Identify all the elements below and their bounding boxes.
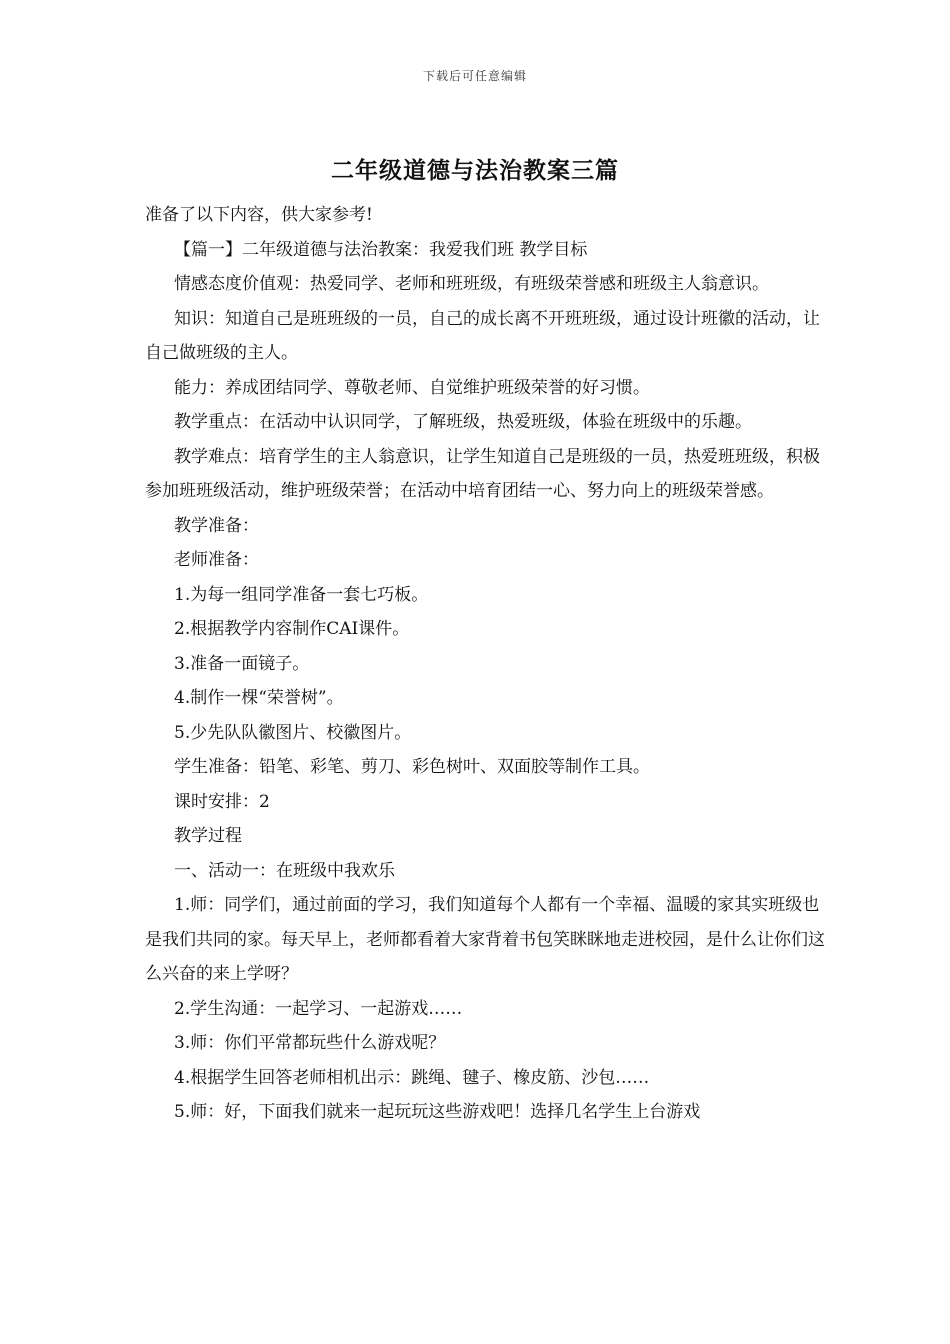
document-body [145, 198, 825, 1130]
paragraph: 3.准备一面镜子。 [174, 653, 310, 674]
paragraph: 教学准备： [174, 515, 259, 536]
header-note: 下载后可任意编辑 [422, 69, 527, 83]
paragraph: 情感态度价值观：热爱同学、老师和班班级，有班级荣誉感和班级主人翁意识。 [174, 274, 769, 294]
document-title: 二年级道德与法治教案三篇 [331, 157, 619, 184]
paragraph: 课时安排：2 [174, 791, 270, 812]
paragraph: 4.根据学生回答老师相机出示：跳绳、毽子、橡皮筋、沙包…… [174, 1067, 650, 1088]
paragraph: 学生准备：铅笔、彩笔、剪刀、彩色树叶、双面胶等制作工具。 [174, 757, 650, 777]
paragraph: 3.师：你们平常都玩些什么游戏呢？ [174, 1033, 446, 1053]
paragraph: 2.学生沟通：一起学习、一起游戏…… [174, 998, 463, 1019]
paragraph: 4.制作一棵“荣誉树”。 [174, 688, 344, 708]
paragraph: 老师准备： [174, 550, 259, 570]
paragraph: 知识：知道自己是班班级的一员，自己的成长离不开班班级，通过设计班徽的活动，让自己做班级的主人。 [145, 308, 820, 363]
paragraph: 一、活动一：在班级中我欢乐 [174, 860, 395, 881]
paragraph: 1.为每一组同学准备一套七巧板。 [174, 584, 429, 605]
paragraph: 5.少先队队徽图片、校徽图片。 [174, 722, 412, 743]
paragraph: 2.根据教学内容制作CAI课件。 [174, 619, 410, 639]
paragraph: 教学重点：在活动中认识同学，了解班级，热爱班级，体验在班级中的乐趣。 [174, 412, 752, 432]
paragraph: 教学难点：培育学生的主人翁意识，让学生知道自己是班级的一员，热爱班班级，积极参加班班级活动，维护班级荣誉；在活动中培育团结一心、努力向上的班级荣誉感。 [145, 446, 820, 501]
paragraph: 准备了以下内容，供大家参考! [145, 205, 373, 225]
paragraph: 【篇一】二年级道德与法治教案：我爱我们班 教学目标 [174, 239, 588, 260]
paragraph: 1.师：同学们，通过前面的学习，我们知道每个人都有一个幸福、温暖的家其实班级也是我们共同的家。每天早上，老师都看着大家背着书包笑眯眯地走进校园，是什么让你们这么兴奋的来上学呀？ [145, 895, 825, 984]
paragraph: 能力：养成团结同学、尊敬老师、自觉维护班级荣誉的好习惯。 [174, 377, 650, 398]
paragraph: 5.师：好，下面我们就来一起玩玩这些游戏吧！选择几名学生上台游戏 [174, 1102, 701, 1122]
paragraph: 教学过程 [174, 826, 242, 846]
